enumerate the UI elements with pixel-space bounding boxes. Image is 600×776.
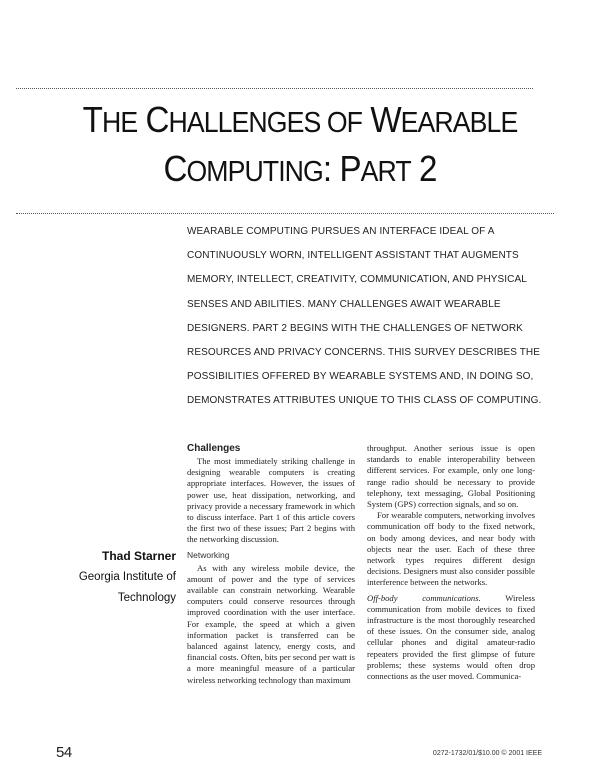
body-column-1 bbox=[187, 443, 355, 686]
author-affiliation-line-2: Technology bbox=[117, 592, 176, 604]
author-block bbox=[79, 545, 176, 609]
paragraph-challenges: The most immediately striking challenge in designing wearable computers is creating appropriate interfaces. However, the issues of power use, heat dissipation, networking, and privacy provide a necessary framework in which to discuss interface. Part 1 of this article covers the first two of these issues; Part 2 begins with the networking discussion. bbox=[187, 456, 355, 545]
copyright-line: 0272-1732/01/$10.00 © 2001 IEEE bbox=[432, 750, 542, 757]
title-line-1: THE CHALLENGES OF WEARABLE bbox=[82, 99, 518, 140]
section-heading-challenges: Challenges bbox=[187, 443, 241, 454]
paragraph-off-body-text: Wireless communication from mobile devices to fixed infrastructure is the most thoroughly researched of these issues. On the consumer side, analog cellular phones and digital amateur-radio repeaters provided the first glimpse of future problems; these systems would often drop connections as the user moved. Communica- bbox=[367, 592, 535, 682]
body-column-2 bbox=[367, 443, 535, 682]
abstract: WEARABLE COMPUTING PURSUES AN INTERFACE IDEAL OF A CONTINUOUSLY WORN, INTELLIGENT ASSISTANT THAT AUGMENTS MEMORY, INTELLECT, CREATIVITY, COMMUNICATION, AND PHYSICAL SENSES AND ABILITIES. MANY CHALLENGES AWAIT WEARABLE DESIGNERS. PART 2 BEGINS WITH THE CHALLENGES OF NETWORK RESOURCES AND PRIVACY CONCERNS. THIS SURVEY DESCRIBES THE POSSIBILITIES OFFERED BY WEARABLE SYSTEMS AND, IN DOING SO, DEMONSTRATES ATTRIBUTES UNIQUE TO THIS CLASS OF COMPUTING. bbox=[187, 226, 542, 407]
runin-heading-off-body: Off-body communications. bbox=[367, 592, 481, 603]
page-number: 54 bbox=[56, 744, 72, 761]
author-name: Thad Starner bbox=[101, 549, 176, 563]
title-line-2: COMPUTING: PART 2 bbox=[163, 148, 437, 189]
subsection-heading-networking: Networking bbox=[187, 549, 230, 560]
paragraph-networking-2: throughput. Another serious issue is open standards to enable interoperability between different services. For example, only one long-range radio should be necessary to provide telephony, text messaging, Global Positioning System (GPS) correction signals, and so on. bbox=[367, 443, 535, 510]
paragraph-networking-1: As with any wireless mobile device, the amount of power and the type of services available can constrain networking. Wearable computers could conserve resources through improved coordination with the user interface. For example, the speed at which a given information packet is transferred can be balanced against latency, energy costs, and financial costs. Often, bits per second per watt is a more meaningful measure of a particular wireless networking technology than maximum bbox=[187, 562, 355, 685]
article-title bbox=[61, 97, 539, 195]
paragraph-off-body bbox=[367, 593, 535, 683]
title-bottom-dotted-rule bbox=[16, 213, 554, 214]
paragraph-networking-3: For wearable computers, networking involves communication off body to the fixed network, on body among devices, and near body with objects near the user. Each of these three network types requires different design decisions. Designers must also consider possible interference between the networks. bbox=[367, 510, 535, 588]
author-affiliation-line-1: Georgia Institute of bbox=[78, 571, 176, 583]
top-dotted-rule bbox=[16, 88, 533, 89]
